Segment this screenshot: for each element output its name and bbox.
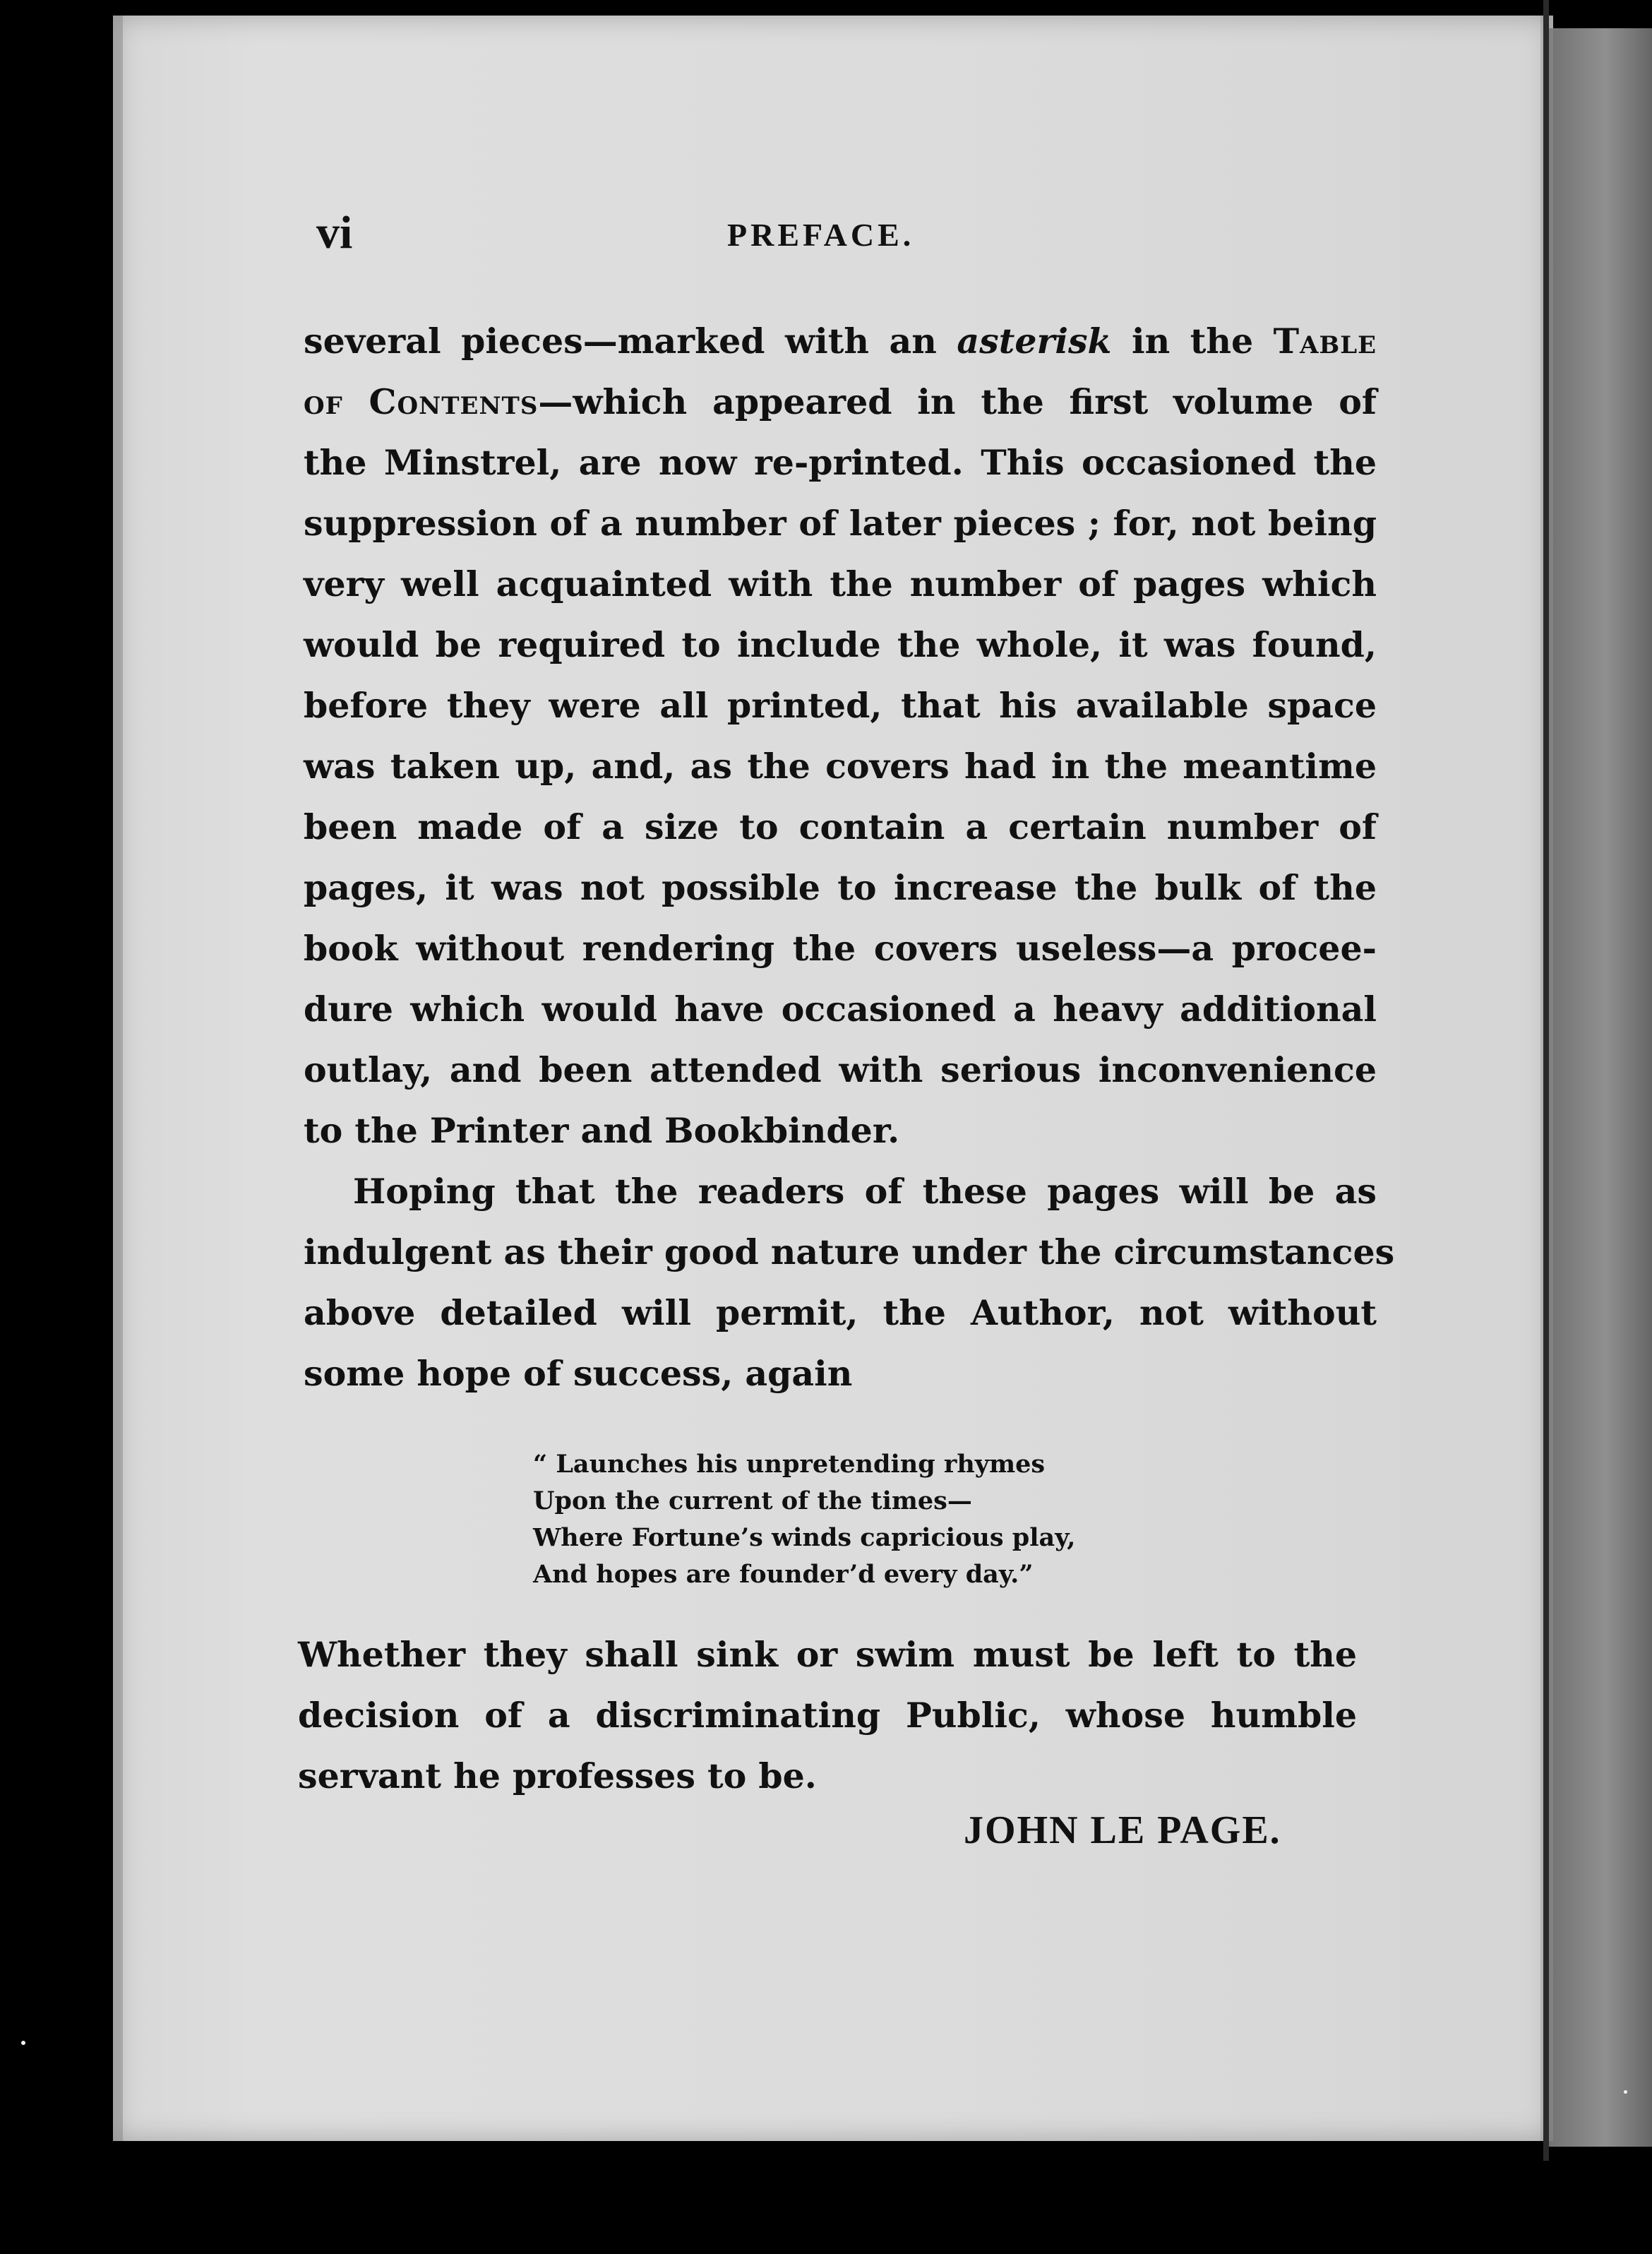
author-signature: JOHN LE PAGE. bbox=[964, 1808, 1281, 1852]
paragraph-2 bbox=[304, 1161, 1395, 1404]
binding-edge bbox=[1543, 0, 1549, 2161]
text-run: several pieces—marked with an bbox=[304, 321, 957, 362]
text-line: Whether they shall sink or swim must be left to the bbox=[298, 1634, 1357, 1675]
text-line: dure which would have occasioned a heavy additional bbox=[304, 989, 1377, 1030]
text-line bbox=[304, 371, 1377, 432]
small-caps-word: Table bbox=[1273, 321, 1377, 362]
italic-word: asterisk bbox=[957, 321, 1112, 362]
closing-paragraph bbox=[298, 1624, 1357, 1806]
preface-body bbox=[304, 311, 1395, 1404]
scan-speck bbox=[1624, 2090, 1627, 2094]
text-line: was taken up, and, as the covers had in the meantime bbox=[304, 746, 1377, 787]
page-number: vi bbox=[316, 207, 353, 258]
text-run: —which appeared in the first volume of bbox=[538, 381, 1377, 422]
scan-speck bbox=[21, 2041, 25, 2045]
text-line: to the Printer and Bookbinder. bbox=[304, 1110, 900, 1151]
verse-quotation bbox=[533, 1446, 1168, 1593]
verse-line: Upon the current of the times— bbox=[533, 1486, 972, 1515]
running-title: PREFACE. bbox=[727, 217, 915, 253]
text-line bbox=[304, 311, 1377, 371]
text-line: would be required to include the whole, it was found, bbox=[304, 624, 1377, 665]
text-line: been made of a size to contain a certain number of bbox=[304, 806, 1377, 847]
text-line: above detailed will permit, the Author, not without bbox=[304, 1292, 1377, 1333]
page-left-edge bbox=[113, 16, 123, 2141]
text-line: decision of a discriminating Public, whose humble bbox=[298, 1695, 1357, 1736]
adjacent-page-strip bbox=[1549, 28, 1652, 2147]
text-line: some hope of success, again bbox=[304, 1353, 853, 1394]
text-line: book without rendering the covers useless—a procee- bbox=[304, 928, 1377, 969]
text-line: very well acquainted with the number of pages which bbox=[304, 564, 1377, 604]
text-line: servant he professes to be. bbox=[298, 1755, 817, 1796]
text-line: indulgent as their good nature under the circumstances bbox=[304, 1232, 1395, 1272]
text-line: before they were all printed, that his available space bbox=[304, 685, 1377, 726]
text-line: the Minstrel, are now re-printed. This occasioned the bbox=[304, 442, 1377, 483]
text-line: Hoping that the readers of these pages will be as bbox=[353, 1171, 1377, 1212]
verse-line: “ Launches his unpretending rhymes bbox=[533, 1450, 1046, 1479]
small-caps-word: of Contents bbox=[304, 381, 539, 422]
text-line: outlay, and been attended with serious inconvenience bbox=[304, 1049, 1377, 1090]
paragraph-1 bbox=[304, 311, 1377, 1161]
running-head bbox=[316, 206, 1382, 270]
verse-line: Where Fortune’s winds capricious play, bbox=[533, 1523, 1076, 1552]
text-line: suppression of a number of later pieces ; for, not being bbox=[304, 503, 1377, 544]
text-run: in the bbox=[1111, 321, 1274, 362]
text-line: pages, it was not possible to increase the bulk of the bbox=[304, 867, 1377, 908]
verse-line: And hopes are founder’d every day.” bbox=[533, 1560, 1034, 1589]
